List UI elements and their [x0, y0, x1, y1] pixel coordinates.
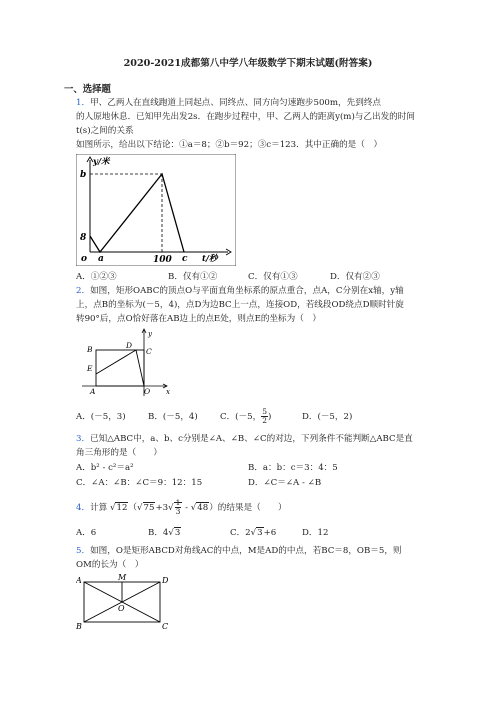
point-c: C: [146, 347, 152, 356]
q3-option-d: D．∠C＝∠A - ∠B: [248, 478, 322, 488]
question-number: 1．: [76, 98, 91, 108]
a-label: a: [98, 254, 104, 264]
y-axis-label: y: [148, 330, 152, 338]
q1-line-1: 甲、乙两人在直线跑道上同起点、同终点、同方向匀速跑步500m，先到终点: [90, 98, 382, 108]
x-axis-label: x: [166, 388, 170, 396]
q1-distance-graph: [76, 154, 236, 266]
q4-stem: 4．计算 √12（√75+3√ $\frac{1}{3}$ - √48）的结果是（ ）: [76, 498, 287, 516]
section-heading: 一、选择题: [64, 84, 111, 95]
q4-option-b: B．4√3: [148, 528, 181, 538]
c-label: c: [182, 254, 188, 264]
q3-line-1: 已知△ABC中，a、b、c分别是∠A、∠B、∠C的对边，下列条件不能判断△ABC是直: [90, 434, 413, 444]
q3-option-b: B．a：b：c＝3：4：5: [248, 463, 338, 473]
point-b: B: [87, 345, 93, 354]
q3-option-a: A．b² - c²＝a²: [76, 463, 134, 473]
q2-option-b: B．(－5，4): [148, 412, 198, 422]
question-number: 3．: [76, 434, 91, 444]
q2-line-2: 上，点B的坐标为(－5，4)，点D为边BC上一点，连接OD，若线段OD绕点D顺时针旋: [76, 300, 404, 310]
q1-option-c: C．仅有①③: [248, 272, 298, 282]
page-title: 2020-2021成都第八中学八年级数学下期末试题(附答案): [123, 58, 373, 69]
point-d: D: [162, 576, 169, 585]
point-a: A: [90, 387, 96, 396]
point-m: M: [118, 573, 127, 582]
point-o: O: [118, 604, 125, 613]
point-d: D: [126, 341, 133, 350]
q2-option-c: C．(－5， $\frac{5}{2}$ ): [220, 407, 272, 425]
origin-label: o: [81, 254, 88, 264]
q2-option-d: D．(－5，2): [302, 412, 353, 422]
q1-option-a: A．①②③: [76, 272, 117, 282]
q3-option-c: C．∠A：∠B：∠C＝9：12：15: [76, 478, 203, 488]
point-a: A: [76, 576, 82, 585]
q1-line-4: 如图所示，给出以下结论：①a＝8；②b＝92；③c＝123．其中正确的是（ ）: [76, 140, 383, 150]
q4-option-c: C．2√3+6: [230, 528, 277, 538]
q1-option-b: B．仅有①②: [168, 272, 218, 282]
point-c: C: [162, 622, 169, 631]
q5-rectangle-figure: [76, 572, 176, 632]
hundred-label: 100: [153, 255, 172, 265]
point-o: O: [144, 387, 151, 396]
point-b: B: [76, 622, 82, 631]
q4-option-a: A．6: [76, 528, 97, 538]
q3-line-2: 角三角形的是（ ）: [76, 448, 162, 458]
q4-option-d: D．12: [302, 528, 329, 538]
q1-line-2: 的人原地休息．已知甲先出发2s．在跑步过程中，甲、乙两人的距离y(m)与乙出发的时间: [76, 112, 415, 122]
point-e: E: [87, 364, 93, 373]
q1-line-3: t(s)之间的关系: [76, 126, 134, 136]
b-label: b: [80, 170, 87, 180]
q2-line-1: 如图，矩形OABC的顶点O与平面直角坐标系的原点重合，点A，C分别在x轴，y轴: [90, 286, 404, 296]
question-number: 5．: [76, 546, 91, 556]
q2-option-a: A．(－5，3): [76, 412, 126, 422]
x-axis-label: t/秒: [202, 254, 218, 264]
eight-label: 8: [80, 233, 87, 243]
q1-option-d: D．仅有②③: [330, 272, 380, 282]
q5-line-2: OM的长为（ ）: [76, 560, 144, 570]
y-axis-label: y/米: [93, 157, 110, 167]
question-number: 2．: [76, 286, 91, 296]
q2-rectangle-figure: [82, 328, 172, 398]
q2-line-3: 转90°后，点O恰好落在AB边上的点E处，则点E的坐标为（ ）: [76, 314, 322, 324]
q5-line-1: 如图，O是矩形ABCD对角线AC的中点，M是AD的中点，若BC＝8，OB＝5，则: [90, 546, 402, 556]
